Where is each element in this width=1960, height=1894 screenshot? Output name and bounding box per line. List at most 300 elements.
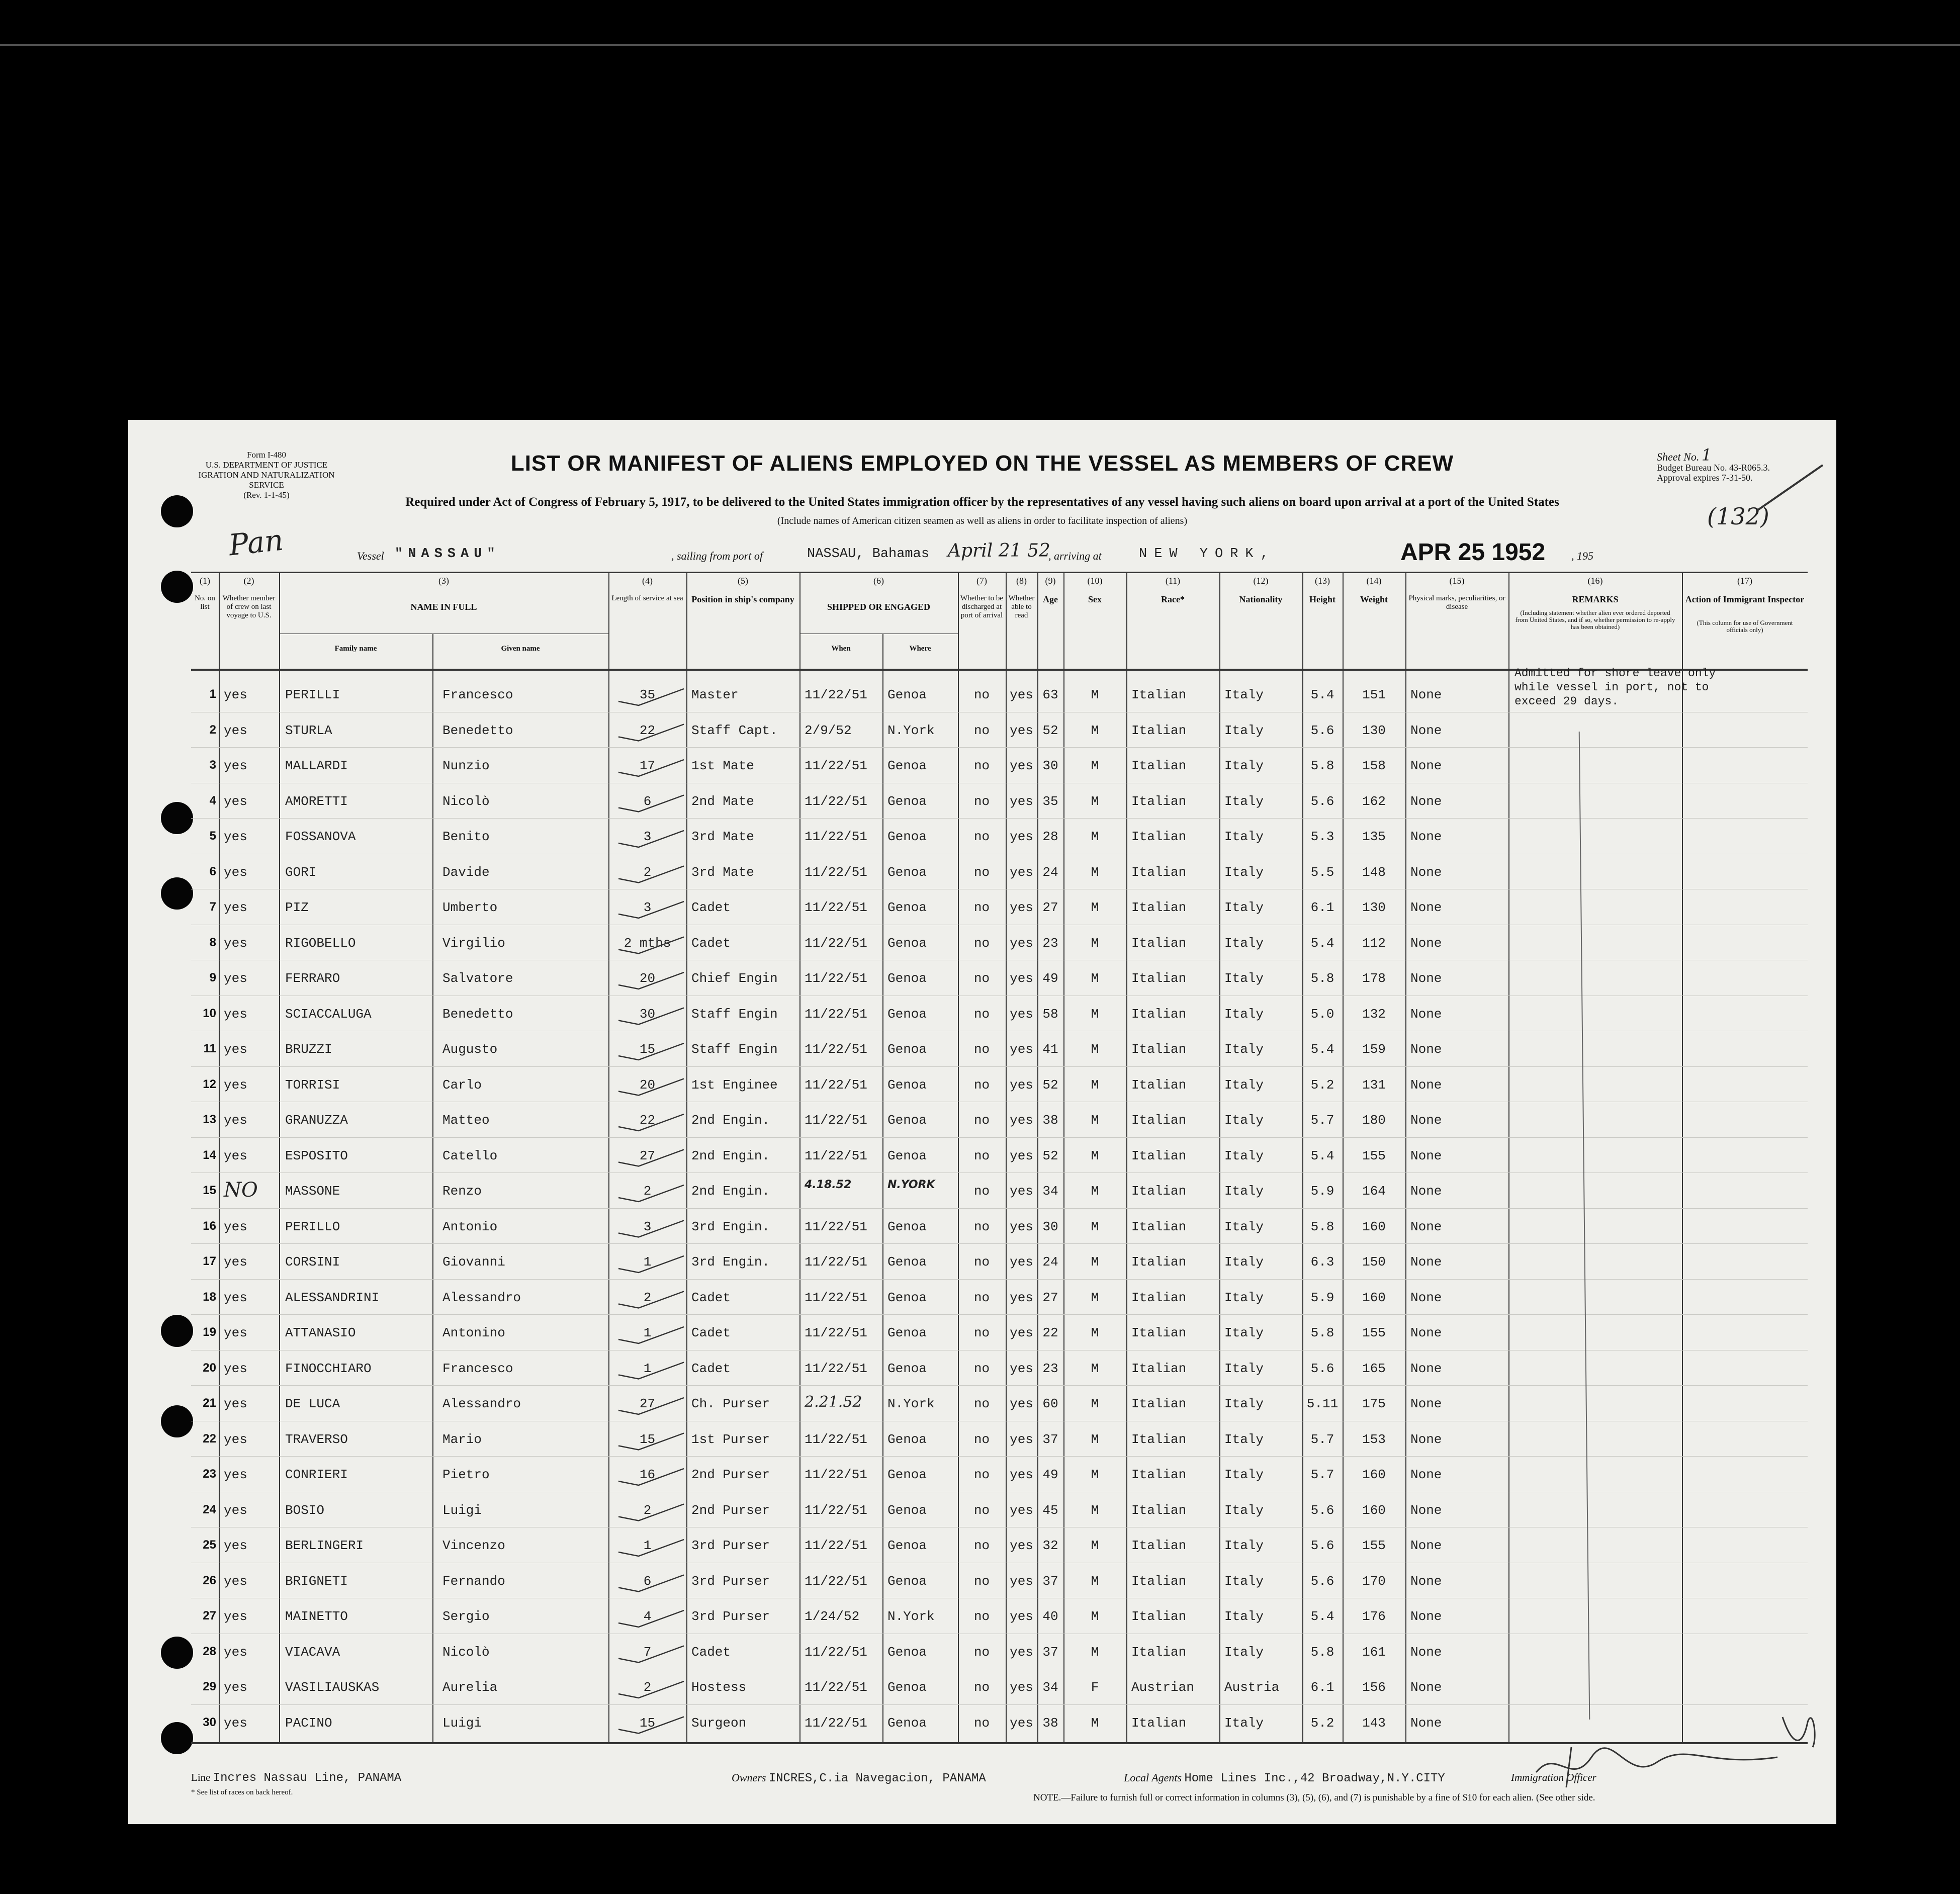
cell-service: 35	[639, 687, 656, 702]
row-number: 13	[203, 1113, 216, 1126]
cell-disch: no	[973, 1609, 990, 1624]
cell-where: N.YORK	[887, 1179, 935, 1191]
cell-crew: yes	[224, 1148, 247, 1163]
cell-read: yes	[1010, 864, 1033, 880]
cell-read: yes	[1010, 900, 1033, 915]
row-divider	[191, 1243, 1808, 1244]
cell-nat: Italy	[1224, 1538, 1264, 1553]
cell-nat: Italy	[1224, 793, 1264, 809]
column-number: (13)	[1315, 576, 1330, 586]
cell-family: VASILIAUSKAS	[285, 1680, 380, 1695]
cell-given: Nunzio	[442, 758, 490, 773]
column-header-c9: Age	[1043, 594, 1058, 604]
cell-race: Italian	[1131, 793, 1187, 809]
cell-where: Genoa	[887, 1148, 927, 1163]
row-number: 9	[209, 971, 216, 984]
arriving-port: NEW YORK,	[1139, 547, 1276, 562]
row-number: 17	[203, 1254, 216, 1268]
row-divider	[191, 1279, 1808, 1280]
cell-disch: no	[973, 1219, 990, 1234]
cell-read: yes	[1010, 1609, 1033, 1624]
cell-race: Italian	[1131, 1644, 1187, 1660]
cell-height: 5.6	[1310, 723, 1334, 738]
column-subheader-c3a: Family name	[334, 645, 377, 653]
cell-marks: None	[1410, 1148, 1442, 1163]
cell-given: Vincenzo	[442, 1538, 505, 1553]
cell-given: Nicolò	[442, 793, 490, 809]
cell-position: Ch. Purser	[691, 1396, 770, 1411]
cell-read: yes	[1010, 1184, 1033, 1199]
cell-age: 38	[1042, 1113, 1058, 1128]
cell-where: Genoa	[887, 1538, 927, 1553]
cell-given: Luigi	[442, 1502, 482, 1518]
cell-age: 37	[1042, 1573, 1058, 1589]
cell-weight: 135	[1362, 829, 1386, 844]
cell-position: 3rd Engin.	[691, 1254, 770, 1270]
column-header-c13: Height	[1309, 594, 1335, 604]
cell-where: Genoa	[887, 1573, 927, 1589]
cell-nat: Italy	[1224, 1325, 1264, 1340]
cell-nat: Italy	[1224, 1361, 1264, 1376]
cell-crew: yes	[224, 793, 247, 809]
cell-sex: M	[1091, 1467, 1099, 1482]
cell-height: 5.2	[1310, 1077, 1334, 1093]
row-divider	[191, 1456, 1808, 1457]
cell-height: 5.8	[1310, 1644, 1334, 1660]
cell-sex: M	[1091, 1148, 1099, 1163]
owners-label: Owners	[732, 1771, 766, 1784]
cell-service: 4	[643, 1609, 652, 1624]
row-number: 27	[203, 1609, 216, 1622]
cell-read: yes	[1010, 1290, 1033, 1305]
cell-age: 52	[1042, 1077, 1058, 1093]
row-number: 7	[209, 900, 216, 914]
cell-where: Genoa	[887, 758, 927, 773]
cell-read: yes	[1010, 1680, 1033, 1695]
line-value: Incres Nassau Line, PANAMA	[213, 1771, 402, 1785]
cell-service: 2	[643, 1502, 652, 1518]
cell-position: Staff Capt.	[691, 723, 778, 738]
cell-crew: yes	[224, 1644, 247, 1660]
cell-nat: Italy	[1224, 1042, 1264, 1057]
column-subheader-c6b: Where	[909, 645, 931, 653]
handwritten-reference: (132)	[1707, 503, 1769, 530]
cell-when: 11/22/51	[805, 1148, 867, 1163]
cell-service: 15	[639, 1431, 656, 1447]
cell-weight: 160	[1362, 1219, 1386, 1234]
cell-race: Italian	[1131, 971, 1187, 986]
cell-marks: None	[1410, 1006, 1442, 1022]
form-title: LIST OR MANIFEST OF ALIENS EMPLOYED ON THE VESSEL AS MEMBERS OF CREW	[510, 451, 1454, 476]
cell-crew: yes	[224, 1502, 247, 1518]
row-number: 28	[203, 1644, 216, 1658]
cell-when: 11/22/51	[805, 1290, 867, 1305]
row-number: 6	[209, 864, 216, 878]
cell-given: Umberto	[442, 900, 498, 915]
cell-given: Francesco	[442, 687, 513, 702]
cell-when: 11/22/51	[805, 1502, 867, 1518]
cell-marks: None	[1410, 1609, 1442, 1624]
cell-disch: no	[973, 1325, 990, 1340]
cell-where: Genoa	[887, 1644, 927, 1660]
cell-height: 5.7	[1310, 1467, 1334, 1482]
cell-race: Italian	[1131, 1290, 1187, 1305]
cell-marks: None	[1410, 1680, 1442, 1695]
scan-top-line	[0, 44, 1960, 46]
cell-height: 5.6	[1310, 793, 1334, 809]
cell-nat: Italy	[1224, 1715, 1264, 1731]
cell-age: 23	[1042, 1361, 1058, 1376]
cell-sex: M	[1091, 971, 1099, 986]
cell-race: Italian	[1131, 1006, 1187, 1022]
cell-sex: M	[1091, 1538, 1099, 1553]
cell-marks: None	[1410, 1077, 1442, 1093]
form-subtitle: Required under Act of Congress of February 5, 1917, to be delivered to the United States immigration officer by the representatives of any vessel having such aliens on board upon arrival at a port of the United States	[405, 495, 1559, 509]
cell-weight: 180	[1362, 1113, 1386, 1128]
cell-marks: None	[1410, 1644, 1442, 1660]
agents-label: Local Agents	[1124, 1771, 1182, 1784]
cell-weight: 130	[1362, 723, 1386, 738]
cell-sex: M	[1091, 1573, 1099, 1589]
row-number: 15	[203, 1184, 216, 1197]
cell-position: 2nd Engin.	[691, 1148, 770, 1163]
cell-service: 6	[643, 793, 652, 809]
cell-disch: no	[973, 1290, 990, 1305]
cell-position: Cadet	[691, 935, 731, 951]
cell-marks: None	[1410, 1254, 1442, 1270]
cell-where: Genoa	[887, 1042, 927, 1057]
cell-disch: no	[973, 1148, 990, 1163]
cell-sex: M	[1091, 1644, 1099, 1660]
cell-marks: None	[1410, 829, 1442, 844]
revision: (Rev. 1-1-45)	[243, 490, 290, 500]
cell-read: yes	[1010, 1113, 1033, 1128]
cell-crew: yes	[224, 1290, 247, 1305]
cell-given: Fernando	[442, 1573, 505, 1589]
cell-age: 30	[1042, 758, 1058, 773]
cell-nat: Italy	[1224, 758, 1264, 773]
cell-where: Genoa	[887, 1680, 927, 1695]
cell-where: Genoa	[887, 793, 927, 809]
sailing-label: , sailing from port of	[671, 550, 763, 562]
cell-position: Staff Engin	[691, 1006, 778, 1022]
cell-family: DE LUCA	[285, 1396, 340, 1411]
cell-marks: None	[1410, 687, 1442, 702]
cell-given: Davide	[442, 864, 490, 880]
cell-height: 5.4	[1310, 1042, 1334, 1057]
cell-where: Genoa	[887, 1502, 927, 1518]
cell-read: yes	[1010, 971, 1033, 986]
inspector-signature	[1526, 1737, 1788, 1792]
row-number: 29	[203, 1680, 216, 1693]
cell-marks: None	[1410, 1538, 1442, 1553]
cell-age: 40	[1042, 1609, 1058, 1624]
cell-given: Francesco	[442, 1361, 513, 1376]
cell-family: PERILLO	[285, 1219, 340, 1234]
column-header-c4: Length of service at sea	[611, 594, 683, 602]
cell-service: 1	[643, 1538, 652, 1553]
cell-age: 52	[1042, 723, 1058, 738]
cell-age: 32	[1042, 1538, 1058, 1553]
cell-height: 5.3	[1310, 829, 1334, 844]
cell-sex: M	[1091, 1290, 1099, 1305]
cell-read: yes	[1010, 1467, 1033, 1482]
cell-sex: M	[1091, 1254, 1099, 1270]
row-number: 3	[209, 758, 216, 772]
cell-disch: no	[973, 1077, 990, 1093]
cell-age: 45	[1042, 1502, 1058, 1518]
cell-weight: 159	[1362, 1042, 1386, 1057]
cell-service: 15	[639, 1042, 656, 1057]
cell-where: Genoa	[887, 1006, 927, 1022]
cell-disch: no	[973, 1431, 990, 1447]
row-number: 11	[203, 1042, 216, 1055]
row-number: 1	[209, 687, 216, 701]
cell-nat: Italy	[1224, 1396, 1264, 1411]
cell-crew: yes	[224, 1361, 247, 1376]
cell-nat: Italy	[1224, 1184, 1264, 1199]
cell-crew: yes	[224, 1006, 247, 1022]
department: U.S. DEPARTMENT OF JUSTICE	[205, 460, 328, 470]
cell-service: 27	[639, 1396, 656, 1411]
cell-disch: no	[973, 971, 990, 986]
cell-weight: 156	[1362, 1680, 1386, 1695]
cell-family: FINOCCHIARO	[285, 1361, 372, 1376]
cell-nat: Italy	[1224, 1467, 1264, 1482]
cell-disch: no	[973, 1680, 990, 1695]
cell-weight: 161	[1362, 1644, 1386, 1660]
cell-disch: no	[973, 1644, 990, 1660]
cell-nat: Italy	[1224, 1644, 1264, 1660]
cell-where: N.York	[887, 723, 935, 738]
cell-sex: M	[1091, 829, 1099, 844]
cell-age: 27	[1042, 900, 1058, 915]
cell-sex: M	[1091, 793, 1099, 809]
cell-family: GORI	[285, 864, 317, 880]
cell-position: 2nd Engin.	[691, 1184, 770, 1199]
row-number: 22	[203, 1431, 216, 1446]
cell-when: 2.21.52	[805, 1393, 862, 1411]
vessel-label: Vessel	[357, 550, 384, 562]
cell-age: 63	[1042, 687, 1058, 702]
cell-position: 2nd Engin.	[691, 1113, 770, 1128]
cell-read: yes	[1010, 723, 1033, 738]
cell-race: Italian	[1131, 1573, 1187, 1589]
column-header-c15: Physical marks, peculiarities, or disease	[1408, 594, 1505, 611]
column-number: (16)	[1587, 576, 1603, 586]
cell-sex: M	[1091, 1502, 1099, 1518]
cell-family: RIGOBELLO	[285, 935, 356, 951]
cell-age: 37	[1042, 1431, 1058, 1447]
cell-height: 5.9	[1310, 1290, 1334, 1305]
cell-weight: 160	[1362, 1290, 1386, 1305]
cell-disch: no	[973, 1467, 990, 1482]
cell-crew: yes	[224, 1396, 247, 1411]
cell-race: Italian	[1131, 1502, 1187, 1518]
cell-when: 11/22/51	[805, 687, 867, 702]
cell-where: Genoa	[887, 900, 927, 915]
manifest-sheet	[128, 420, 1836, 1824]
row-number: 20	[203, 1361, 216, 1375]
tally-check-marks	[608, 676, 799, 1750]
cell-position: 3rd Mate	[691, 829, 754, 844]
cell-crew: yes	[224, 864, 247, 880]
column-header-c17: Action of Immigrant Inspector	[1685, 594, 1805, 604]
cell-given: Aurelia	[442, 1680, 498, 1695]
column-subheader-c3b: Given name	[501, 645, 540, 653]
cell-race: Italian	[1131, 723, 1187, 738]
cell-marks: None	[1410, 900, 1442, 915]
remarks-text: Admitted for shore leave only while vessel in port, not to exceed 29 days.	[1514, 667, 1716, 708]
cell-age: 58	[1042, 1006, 1058, 1022]
sheet-number: 1	[1701, 445, 1712, 465]
cell-where: N.York	[887, 1609, 935, 1624]
cell-age: 37	[1042, 1644, 1058, 1660]
sheet-label: Sheet No.	[1657, 450, 1700, 463]
column-number: (1)	[200, 576, 210, 586]
row-number: 21	[203, 1396, 216, 1410]
cell-crew: yes	[224, 829, 247, 844]
column-number: (8)	[1016, 576, 1027, 586]
cell-nat: Italy	[1224, 1006, 1264, 1022]
cell-service: 6	[643, 1573, 652, 1589]
cell-marks: None	[1410, 1715, 1442, 1731]
cell-nat: Italy	[1224, 1254, 1264, 1270]
cell-read: yes	[1010, 1042, 1033, 1057]
cell-race: Italian	[1131, 1148, 1187, 1163]
cell-read: yes	[1010, 1538, 1033, 1553]
cell-weight: 170	[1362, 1573, 1386, 1589]
cell-given: Pietro	[442, 1467, 490, 1482]
cell-disch: no	[973, 864, 990, 880]
cell-position: 3rd Engin.	[691, 1219, 770, 1234]
column-header-c10: Sex	[1088, 594, 1102, 604]
cell-when: 11/22/51	[805, 793, 867, 809]
cell-family: STURLA	[285, 723, 332, 738]
cell-nat: Italy	[1224, 1148, 1264, 1163]
cell-given: Virgilio	[442, 935, 505, 951]
column-number: (6)	[873, 576, 884, 586]
cell-read: yes	[1010, 1254, 1033, 1270]
cell-service: 20	[639, 971, 656, 986]
cell-weight: 131	[1362, 1077, 1386, 1093]
cell-nat: Italy	[1224, 864, 1264, 880]
cell-service: 2	[643, 1680, 652, 1695]
column-header-c5: Position in ship's company	[691, 594, 794, 604]
cell-height: 5.7	[1310, 1431, 1334, 1447]
cell-service: 30	[639, 1006, 656, 1022]
cell-sex: M	[1091, 1396, 1099, 1411]
cell-crew: yes	[224, 687, 247, 702]
cell-crew: yes	[224, 1609, 247, 1624]
cell-service: 1	[643, 1325, 652, 1340]
remarks-instructions: (Including statement whether alien ever ordered deported from United States, and if so, whether permission to re-apply has been obtained)	[1515, 609, 1675, 630]
cell-family: FOSSANOVA	[285, 829, 356, 844]
row-divider	[191, 818, 1808, 819]
cell-disch: no	[973, 1113, 990, 1128]
cell-where: Genoa	[887, 1361, 927, 1376]
cell-when: 11/22/51	[805, 900, 867, 915]
cell-disch: no	[973, 758, 990, 773]
cell-read: yes	[1010, 1573, 1033, 1589]
cell-family: SCIACCALUGA	[285, 1006, 372, 1022]
cell-sex: M	[1091, 1431, 1099, 1447]
cell-marks: None	[1410, 971, 1442, 986]
cell-service: 20	[639, 1077, 656, 1093]
cell-nat: Italy	[1224, 687, 1264, 702]
cell-when: 11/22/51	[805, 971, 867, 986]
cell-read: yes	[1010, 1006, 1033, 1022]
cell-crew: yes	[224, 1219, 247, 1234]
cell-crew: yes	[224, 900, 247, 915]
cell-disch: no	[973, 1254, 990, 1270]
cell-read: yes	[1010, 793, 1033, 809]
handwritten-initial: Pan	[227, 522, 285, 563]
cell-sex: M	[1091, 864, 1099, 880]
row-number: 5	[209, 829, 216, 843]
cell-where: Genoa	[887, 1077, 927, 1093]
cell-marks: None	[1410, 864, 1442, 880]
line-label: Line	[191, 1771, 211, 1783]
cell-nat: Italy	[1224, 1219, 1264, 1234]
cell-weight: 130	[1362, 900, 1386, 915]
cell-race: Italian	[1131, 829, 1187, 844]
cell-given: Sergio	[442, 1609, 490, 1624]
cell-crew: yes	[224, 1325, 247, 1340]
cell-nat: Italy	[1224, 829, 1264, 844]
cell-weight: 148	[1362, 864, 1386, 880]
cell-age: 24	[1042, 1254, 1058, 1270]
cell-service: 22	[639, 723, 656, 738]
sailing-port: NASSAU, Bahamas	[807, 547, 930, 562]
cell-marks: None	[1410, 1467, 1442, 1482]
cell-given: Antonio	[442, 1219, 498, 1234]
column-number: (11)	[1165, 576, 1181, 586]
cell-when: 11/22/51	[805, 1042, 867, 1057]
cell-where: Genoa	[887, 1715, 927, 1731]
cell-family: BRIGNETI	[285, 1573, 348, 1589]
cell-age: 49	[1042, 1467, 1058, 1482]
cell-service: 2	[643, 864, 652, 880]
cell-race: Italian	[1131, 1467, 1187, 1482]
cell-family: CONRIERI	[285, 1467, 348, 1482]
cell-height: 5.5	[1310, 864, 1334, 880]
cell-race: Italian	[1131, 1609, 1187, 1624]
cell-disch: no	[973, 793, 990, 809]
sailing-date-handwritten: April 21 52	[948, 540, 1050, 561]
row-divider	[191, 1137, 1808, 1138]
cell-crew: yes	[224, 971, 247, 986]
cell-read: yes	[1010, 1431, 1033, 1447]
table-top-rule	[191, 572, 1808, 573]
cell-disch: no	[973, 1573, 990, 1589]
cell-sex: M	[1091, 1715, 1099, 1731]
cell-family: AMORETTI	[285, 793, 348, 809]
cell-sex: M	[1091, 935, 1099, 951]
column-subheader-c6a: When	[831, 645, 851, 653]
cell-disch: no	[973, 935, 990, 951]
cell-sex: M	[1091, 1006, 1099, 1022]
cell-age: 22	[1042, 1325, 1058, 1340]
cell-when: 11/22/51	[805, 1113, 867, 1128]
cell-given: Salvatore	[442, 971, 513, 986]
cell-marks: None	[1410, 1042, 1442, 1057]
cell-marks: None	[1410, 1502, 1442, 1518]
column-header-c11: Race*	[1161, 594, 1185, 604]
cell-crew: yes	[224, 1042, 247, 1057]
cell-marks: None	[1410, 1113, 1442, 1128]
cell-sex: M	[1091, 758, 1099, 773]
